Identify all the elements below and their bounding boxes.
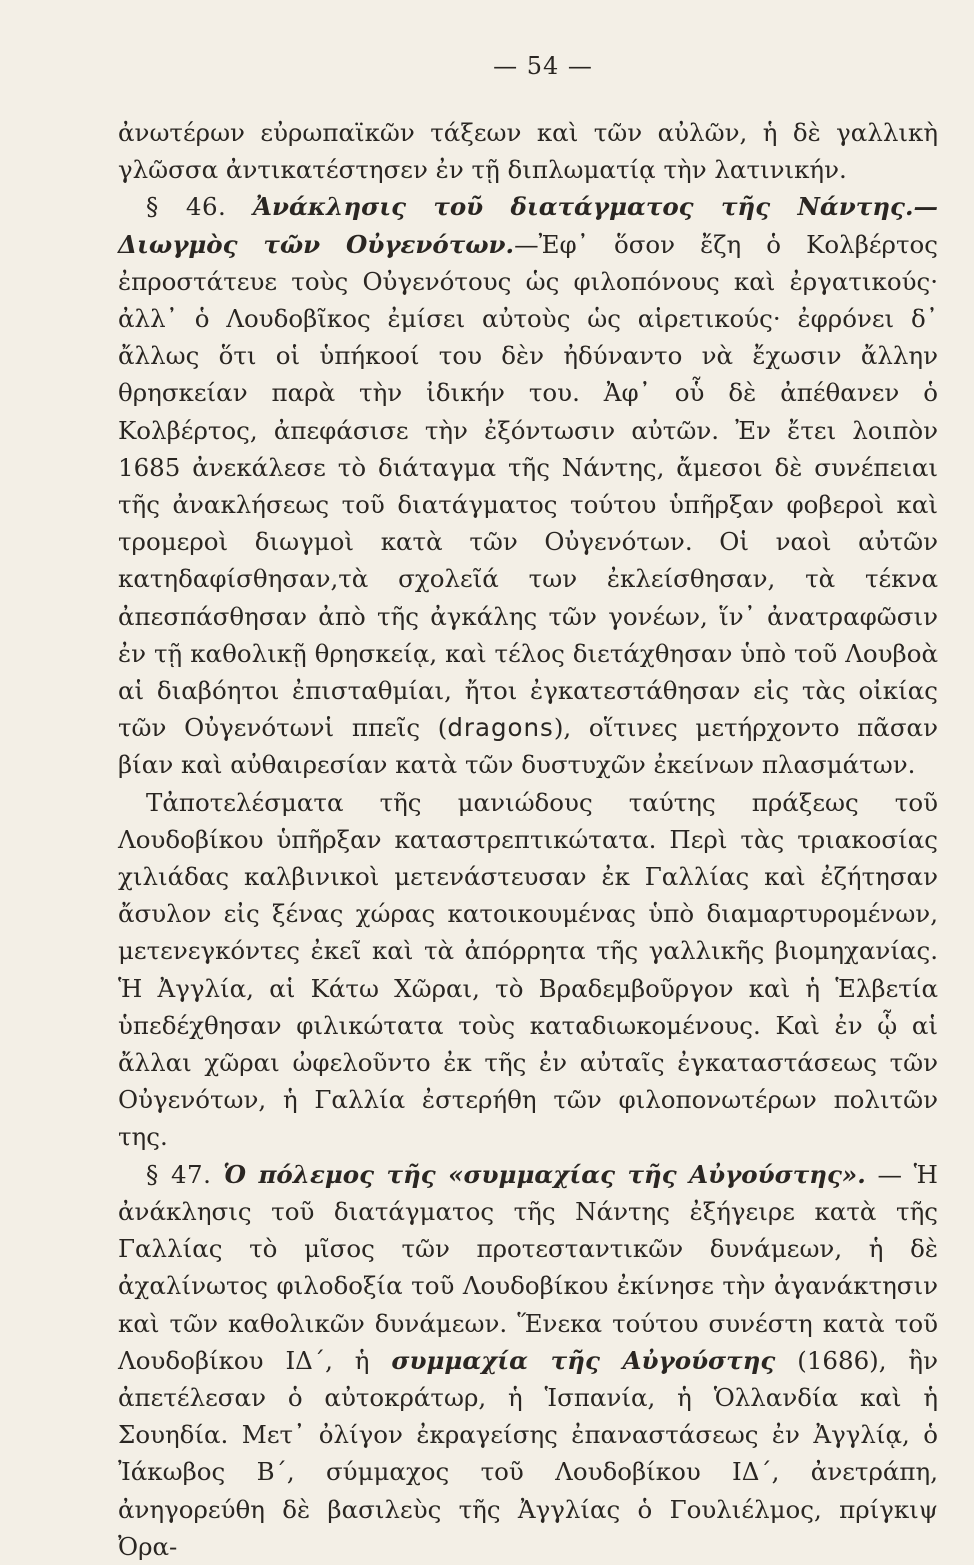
section-number: § 46.	[146, 192, 227, 222]
section-text: — Ἡ ἀνάκλησις τοῦ διατάγματος τῆς Νάντης ἐξήγειρε κατὰ τῆς Γαλλίας τὸ μῖσος τῶν προτεσταντικῶν δυνάμεων, ἡ δὲ ἀχαλίνωτος φιλοδοξία τοῦ Λουδοβίκου ἐκίνησε τὴν ἀγανάκτησιν καὶ τῶν καθολικῶν δυνάμεων. Ἕνεκα τούτου συνέστη κατὰ τοῦ Λουδοβίκου ΙΔ΄, ἡ	[118, 1159, 938, 1375]
paragraph-consequences: Τἀποτελέσματα τῆς μανιώδους ταύτης πράξεως τοῦ Λουδοβίκου ὑπῆρξαν καταστρεπτικώτατα. Περὶ τὰς τριακοσίας χιλιάδας καλβινικοὶ μετενάστευσαν ἐκ Γαλλίας καὶ ἐζήτησαν ἄσυλον εἰς ξένας χώρας κατοικουμένας ὑπὸ διαμαρτυρομένων, μετενεγκόντες ἐκεῖ καὶ τὰ ἀπόρρητα τῆς γαλλικῆς βιομηχανίας. Ἡ Ἀγγλία, αἱ Κάτω Χῶραι, τὸ Βραδεμβοῦργον καὶ ἡ Ἑλβετία ὑπεδέχθησαν φιλικώτατα τοὺς καταδιωκομένους. Καὶ ἐν ᾧ αἱ ἄλλαι χῶραι ὠφελοῦντο ἐκ τῆς ἐν αὐταῖς ἐγκαταστάσεως τῶν Οὐγενότων, ἡ Γαλλία ἐστερήθη τῶν φιλοπονωτέρων πολιτῶν της.	[118, 787, 938, 1152]
paragraph-continuation: ἀνωτέρων εὐρωπαϊκῶν τάξεων καὶ τῶν αὐλῶν, ἡ δὲ γαλλικὴ γλῶσσα ἀντικατέστησεν ἐν τῇ διπλωματίᾳ τὴν λατινικήν.	[118, 118, 938, 185]
page-body	[118, 114, 938, 1565]
emphasis-term: συμμαχία τῆς Αὐγούστης	[391, 1345, 776, 1375]
section-title: Ὁ πόλεμος τῆς «συμμαχίας τῆς Αὐγούστης».	[223, 1159, 866, 1189]
section-text-end: (1686), ἣν ἀπετέλεσαν ὁ αὐτοκράτωρ, ἡ Ἱσπανία, ἡ Ὁλλανδία καὶ ἡ Σουηδία. Μετ᾽ ὀλίγον ἐκραγείσης ἐπαναστάσεως ἐν Ἀγγλίᾳ, ὁ Ἰάκωβος Β΄, σύμμαχος τοῦ Λουδοβίκου ΙΔ΄, ἀνετράπη, ἀνηγορεύθη δὲ βασιλεὺς τῆς Ἀγγλίας ὁ Γουλιέλμος, πρίγκιψ Ὀρα-	[118, 1345, 939, 1561]
section-number: § 47.	[146, 1159, 212, 1189]
section-text: —Ἐφ᾽ ὅσον ἔζη ὁ Κολβέρτος ἐπροστάτευε τοὺς Οὐγενότους ὡς φιλοπόνους καὶ ἐργατικούς· ἀλλ᾽ ὁ Λουδοβῖκος ἐμίσει αὐτοὺς ὡς αἱρετικούς· ἐφρόνει δ᾽ ἄλλως ὅτι οἱ ὑπήκοοί του δὲν ἠδύναντο νὰ ἔχωσιν ἄλλην θρησκείαν παρὰ τὴν ἰδικήν του. Ἀφ᾽ οὗ δὲ ἀπέθανεν ὁ Κολβέρτος, ἀπεφάσισε τὴν ἐξόντωσιν αὐτῶν. Ἐν ἔτει λοιπὸν 1685 ἀνεκάλεσε τὸ διάταγμα τῆς Νάντης, ἄμεσοι δὲ συνέπειαι τῆς ἀνακλήσεως τοῦ διατάγματος τούτου ὑπῆρξαν φοβεροὶ καὶ τρομεροὶ διωγμοὶ κατὰ τῶν Οὐγενότων. Οἱ ναοὶ αὐτῶν κατηδαφίσθησαν,τὰ σχολεῖά των ἐκλείσθησαν, τὰ τέκνα ἀπεσπάσθησαν ἀπὸ τῆς ἀγκάλης τῶν γονέων, ἵν᾽ ἀνατραφῶσιν ἐν τῇ καθολικῇ θρησκείᾳ, καὶ τέλος διετάχθησαν ὑπὸ τοῦ Λουβοὰ αἱ διαβόητοι ἐπισταθμίαι, ἤτοι ἐγκατεστάθησαν εἰς τὰς οἰκίας τῶν Οὐγενότωνἱ ππεῖς (	[118, 229, 938, 743]
section-46	[118, 188, 938, 783]
page-number: — 54 —	[493, 52, 593, 80]
section-text-end: ), οἵτινες μετήρχοντο πᾶσαν βίαν καὶ αὐθαιρεσίαν κατὰ τῶν δυστυχῶν ἐκείνων πλασμάτων.	[118, 713, 938, 780]
section-47	[118, 1156, 938, 1565]
latin-term: dragons	[447, 713, 554, 743]
section-title: Ἀνάκλησις τοῦ διατάγματος τῆς Νάντης.—Διωγμὸς τῶν Οὐγενότων.	[118, 192, 938, 259]
